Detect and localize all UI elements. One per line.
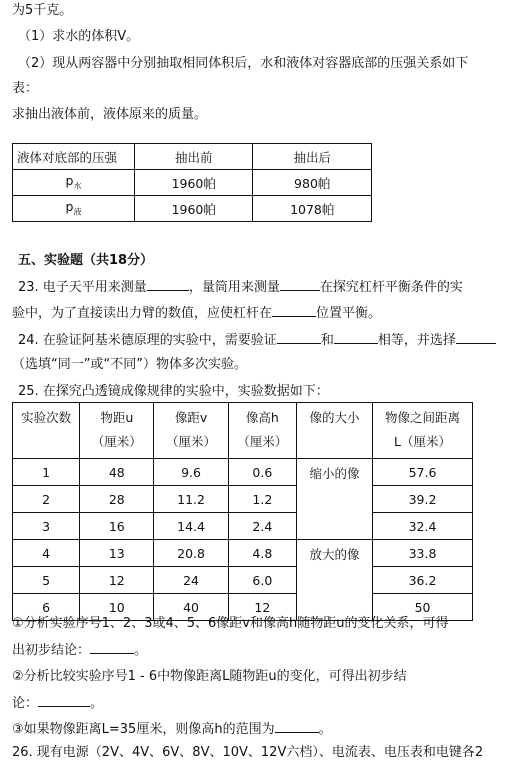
answer-blank[interactable] bbox=[90, 641, 134, 654]
analysis-3 bbox=[12, 720, 332, 739]
header-line: 物像之间距离 bbox=[385, 410, 461, 425]
table-cell: 4.8 bbox=[228, 540, 296, 567]
header-line: 物距u bbox=[100, 410, 134, 425]
table-cell: 16 bbox=[80, 513, 154, 540]
table-cell: 2 bbox=[13, 486, 80, 513]
text-span: ，量筒用来测量 bbox=[188, 280, 280, 295]
question-25-intro: 25. 在探究凸透镜成像规律的实验中，实验数据如下： bbox=[18, 384, 329, 399]
analysis-2-line-1: ②分析比较实验序号1 - 6中物像距离L随物距u的变化，可得出初步结 bbox=[12, 669, 407, 684]
image-size-small-cell: 缩小的像 bbox=[297, 459, 373, 540]
intro-line-5: 求抽出液体前，液体原来的质量。 bbox=[12, 107, 208, 122]
table-header-cell bbox=[80, 403, 154, 459]
table-cell: 0.6 bbox=[228, 459, 296, 486]
intro-line-1: 为5千克。 bbox=[12, 3, 73, 18]
table-cell: 3 bbox=[13, 513, 80, 540]
table-cell: 20.8 bbox=[154, 540, 228, 567]
image-size-large-cell: 放大的像 bbox=[297, 540, 373, 621]
text-span: 论： bbox=[12, 696, 39, 711]
header-line: 实验次数 bbox=[21, 410, 72, 425]
header-line: 像距v bbox=[174, 410, 208, 425]
question-24-line-1 bbox=[18, 331, 496, 350]
text-span: ③如果物像距离L=35厘米，则像高h的范围为 bbox=[12, 722, 275, 737]
table-cell: 39.2 bbox=[373, 486, 473, 513]
table-cell bbox=[13, 196, 135, 222]
table-header-cell bbox=[154, 403, 228, 459]
table-cell: 9.6 bbox=[154, 459, 228, 486]
table-cell: 28 bbox=[80, 486, 154, 513]
question-part-1: （1）求水的体积V。 bbox=[18, 29, 140, 44]
table-row bbox=[13, 170, 372, 196]
text-span: 验中，为了直接读出力臂的数值，应使杠杆在 bbox=[12, 306, 273, 321]
table-cell: 12 bbox=[80, 567, 154, 594]
text-span: 相等，并选择 bbox=[377, 333, 456, 348]
table-cell: 57.6 bbox=[373, 459, 473, 486]
table-row bbox=[13, 196, 372, 222]
table-cell: 5 bbox=[13, 567, 80, 594]
answer-blank[interactable] bbox=[277, 331, 321, 344]
question-23-line-1 bbox=[18, 278, 463, 297]
text-span: 24. 在验证阿基米德原理的实验中，需要验证 bbox=[18, 333, 277, 348]
pressure-symbol: p bbox=[65, 173, 74, 189]
header-line: L（厘米） bbox=[394, 434, 452, 449]
answer-blank[interactable] bbox=[272, 304, 316, 317]
table-row bbox=[13, 513, 473, 540]
table-cell: 36.2 bbox=[373, 567, 473, 594]
table-cell bbox=[13, 170, 135, 196]
table-cell: 2.4 bbox=[228, 513, 296, 540]
analysis-1-line-2 bbox=[12, 641, 147, 660]
pressure-subscript: 水 bbox=[73, 181, 82, 191]
text-span: 。 bbox=[318, 722, 332, 737]
table-row bbox=[13, 459, 473, 486]
answer-blank[interactable] bbox=[275, 720, 319, 733]
text-span: 和 bbox=[320, 333, 334, 348]
table-cell: 1078帕 bbox=[253, 196, 372, 222]
analysis-2-line-2 bbox=[12, 694, 103, 713]
table-cell: 40 bbox=[154, 594, 228, 621]
question-24-line-2: （选填“同一”或“不同”）物体多次实验。 bbox=[12, 357, 247, 372]
table-cell: 1960帕 bbox=[134, 170, 253, 196]
table-cell: 6 bbox=[13, 594, 80, 621]
table-cell: 10 bbox=[80, 594, 154, 621]
table-cell: 1960帕 bbox=[134, 196, 253, 222]
table-cell: 4 bbox=[13, 540, 80, 567]
table-header-cell bbox=[13, 403, 80, 459]
answer-blank[interactable] bbox=[334, 331, 378, 344]
header-line: （厘米） bbox=[91, 434, 142, 449]
analysis-1-line-1: ①分析实验序号1、2、3或4、5、6像距v和像高h随物距u的变化关系，可得 bbox=[12, 616, 449, 631]
table-header-cell bbox=[228, 403, 296, 459]
table-cell: 1 bbox=[13, 459, 80, 486]
table-header-row bbox=[13, 144, 372, 170]
table-cell: 980帕 bbox=[253, 170, 372, 196]
table-header-cell: 液体对底部的压强 bbox=[13, 144, 135, 170]
pressure-symbol: p bbox=[65, 199, 74, 215]
text-span: 位置平衡。 bbox=[316, 306, 382, 321]
header-line: （厘米） bbox=[166, 434, 217, 449]
section-title: 五、实验题（共18分） bbox=[18, 253, 154, 268]
header-line: （厘米） bbox=[237, 434, 288, 449]
table-cell: 14.4 bbox=[154, 513, 228, 540]
pressure-subscript: 液 bbox=[73, 207, 82, 217]
text-span: 。 bbox=[90, 696, 104, 711]
table-cell: 32.4 bbox=[373, 513, 473, 540]
question-part-2: （2）现从两容器中分别抽取相同体积后，水和液体对容器底部的压强关系如下 bbox=[18, 56, 469, 71]
answer-blank[interactable] bbox=[280, 278, 320, 291]
lens-experiment-table bbox=[12, 402, 473, 621]
table-row bbox=[13, 486, 473, 513]
table-cell: 24 bbox=[154, 567, 228, 594]
answer-blank[interactable] bbox=[38, 694, 90, 707]
text-span: 23. 电子天平用来测量 bbox=[18, 280, 147, 295]
text-span: 在探究杠杆平衡条件的实 bbox=[319, 280, 463, 295]
table-header-cell bbox=[373, 403, 473, 459]
table-header-cell: 抽出前 bbox=[134, 144, 253, 170]
answer-blank[interactable] bbox=[147, 278, 189, 291]
table-cell: 48 bbox=[80, 459, 154, 486]
table-row bbox=[13, 567, 473, 594]
text-span: 。 bbox=[134, 643, 148, 658]
table-header-cell: 抽出后 bbox=[253, 144, 372, 170]
table-row bbox=[13, 540, 473, 567]
header-line: 像的大小 bbox=[309, 410, 360, 425]
answer-blank[interactable] bbox=[456, 331, 496, 344]
table-cell: 1.2 bbox=[228, 486, 296, 513]
header-line: 像高h bbox=[245, 410, 279, 425]
table-cell: 33.8 bbox=[373, 540, 473, 567]
question-23-line-2 bbox=[12, 304, 381, 323]
intro-line-4: 表： bbox=[12, 81, 39, 96]
table-header-row bbox=[13, 403, 473, 459]
text-span: 出初步结论： bbox=[12, 643, 91, 658]
table-cell: 11.2 bbox=[154, 486, 228, 513]
table-cell: 12 bbox=[228, 594, 296, 621]
table-cell: 13 bbox=[80, 540, 154, 567]
table-cell: 50 bbox=[373, 594, 473, 621]
question-26-partial: 26. 现有电源（2V、4V、6V、8V、10V、12V六档）、电流表、电压表和电键各2 bbox=[12, 745, 484, 760]
table-cell: 6.0 bbox=[228, 567, 296, 594]
pressure-table bbox=[12, 143, 372, 222]
table-header-cell bbox=[297, 403, 373, 459]
